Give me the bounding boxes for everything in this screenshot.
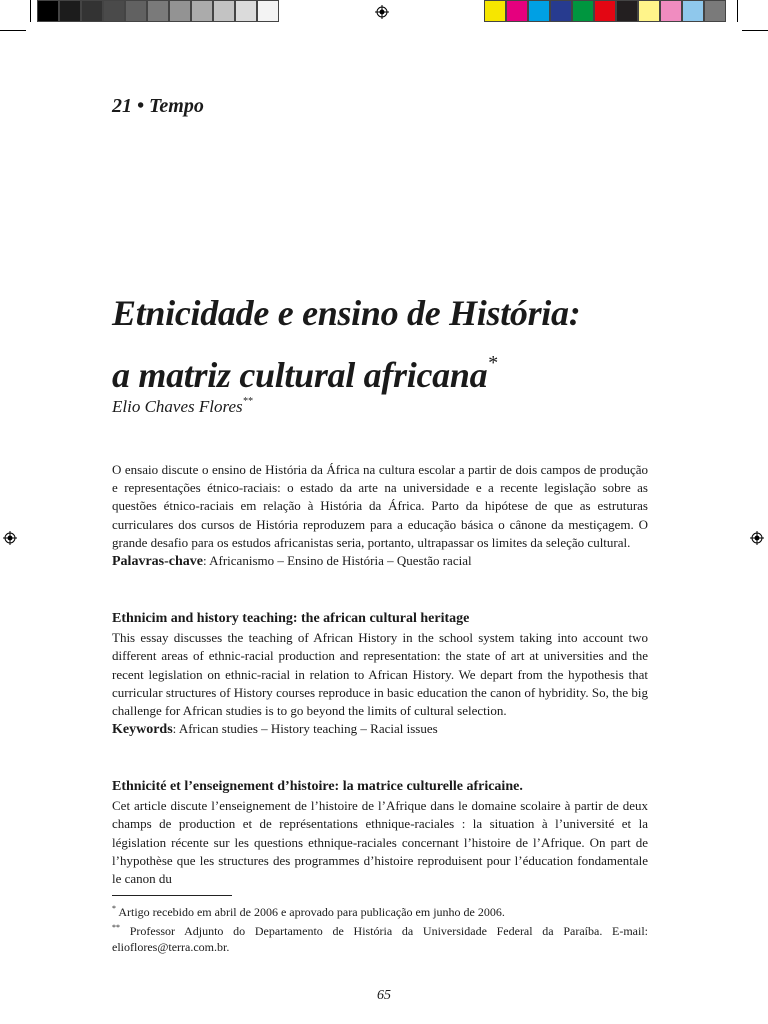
keywords-label: Keywords [112, 722, 173, 738]
article-title [112, 288, 672, 400]
footnotes [112, 901, 648, 955]
color-swatch [682, 0, 704, 22]
gray-swatch [81, 0, 103, 22]
abstract-title: Ethnicim and history teaching: the african cultural heritage [112, 611, 470, 626]
keywords-line [112, 552, 648, 571]
abstract-text: This essay discusses the teaching of African History in the school system taking into account two different areas of ethnic-racial production and representation: the state of art at universities and the recent legislation on ethnic-racial in relation to African History. We depart from the hypothesis that curricular structures of History courses reproduce in basic education the canon of hybridity. So, the big challenge for African studies is to go beyond the limits of cultural selection. [112, 630, 648, 719]
keywords-value: : African studies – History teaching – Racial issues [172, 721, 438, 737]
color-swatch [704, 0, 726, 22]
author-name [112, 396, 253, 417]
gray-swatch [37, 0, 59, 22]
abstract-portuguese [112, 461, 648, 571]
footnote-2 [112, 920, 648, 955]
footnote-text: Professor Adjunto do Departamento de História da Universidade Federal da Paraíba. E-mail: elioflores@terra.com.br. [112, 924, 649, 954]
gray-swatch [147, 0, 169, 22]
abstract-french [112, 778, 648, 890]
running-head: 21 • Tempo [112, 95, 204, 117]
color-swatch [660, 0, 682, 22]
keywords-label: Palavras-chave [112, 554, 203, 570]
title-footnote-mark: * [487, 352, 497, 374]
registration-mark-right-icon [750, 531, 764, 545]
footnote-rule [112, 895, 232, 896]
color-swatch [572, 0, 594, 22]
registration-mark-left-icon [3, 531, 17, 545]
page-number: 65 [377, 988, 391, 1003]
color-swatch [594, 0, 616, 22]
gray-swatch [125, 0, 147, 22]
registration-mark-icon [375, 5, 389, 19]
crop-mark-top-left-v [30, 0, 31, 22]
gray-swatch [191, 0, 213, 22]
title-line-2 [112, 338, 672, 400]
gray-swatch [169, 0, 191, 22]
footnote-text: Artigo recebido em abril de 2006 e aprovado para publicação em junho de 2006. [118, 905, 505, 919]
title-line-1: Etnicidade e ensino de História: [112, 293, 581, 333]
crop-mark-top-right-v [737, 0, 738, 22]
crop-mark-top-right-h [742, 30, 768, 31]
color-swatch [506, 0, 528, 22]
abstract-title-text: Ethnicité et l’enseignement d’histoire: la matrice culturelle africaine [112, 779, 520, 794]
footnote-mark: * [112, 904, 116, 913]
abstract-english [112, 610, 648, 739]
gray-swatch [59, 0, 81, 22]
color-calibration-bar [484, 0, 726, 24]
color-swatch [638, 0, 660, 22]
author-footnote-mark: ** [242, 396, 253, 407]
color-swatch [484, 0, 506, 22]
title-line-2-text: a matriz cultural africana [112, 355, 488, 395]
abstract-text: Cet article discute l’enseignement de l’histoire de l’Afrique dans le domaine scolaire à partir de deux champs de production et de représentations ethnique-raciales : la situation à l’université et la législation récente sur les questions ethnique-raciales concernant l’histoire de l’Afrique. On part de l’hypothèse que les structures des programmes d’histoire reproduisent pour l’éducation fondamentale le canon du [112, 798, 648, 887]
footnote-mark: ** [112, 923, 120, 932]
gray-swatch [235, 0, 257, 22]
keywords-value: : Africanismo – Ensino de História – Questão racial [202, 553, 472, 569]
grayscale-calibration-bar [37, 0, 279, 24]
color-swatch [550, 0, 572, 22]
gray-swatch [257, 0, 279, 22]
color-swatch [616, 0, 638, 22]
crop-mark-top-left-h [0, 30, 26, 31]
keywords-line [112, 720, 648, 739]
author-name-text: Elio Chaves Flores [112, 397, 243, 416]
gray-swatch [213, 0, 235, 22]
gray-swatch [103, 0, 125, 22]
color-swatch [528, 0, 550, 22]
footnote-1 [112, 901, 648, 920]
abstract-text: O ensaio discute o ensino de História da África na cultura escolar a partir de dois campos de produção e representações étnico-raciais: o estado da arte na universidade e a recente legislação sobre as questões étnico-raciais em relação à História da África. Parto da hipótese de que as estruturas curriculares dos cursos de História reproduzem para a educação básica o cânone da mestiçagem. O grande desafio para os estudos africanistas seria, portanto, ultrapassar os limites da seleção cultural. [112, 462, 648, 550]
abstract-title: Ethnicité et l’enseignement d’histoire: la matrice culturelle africaine. [112, 779, 523, 794]
